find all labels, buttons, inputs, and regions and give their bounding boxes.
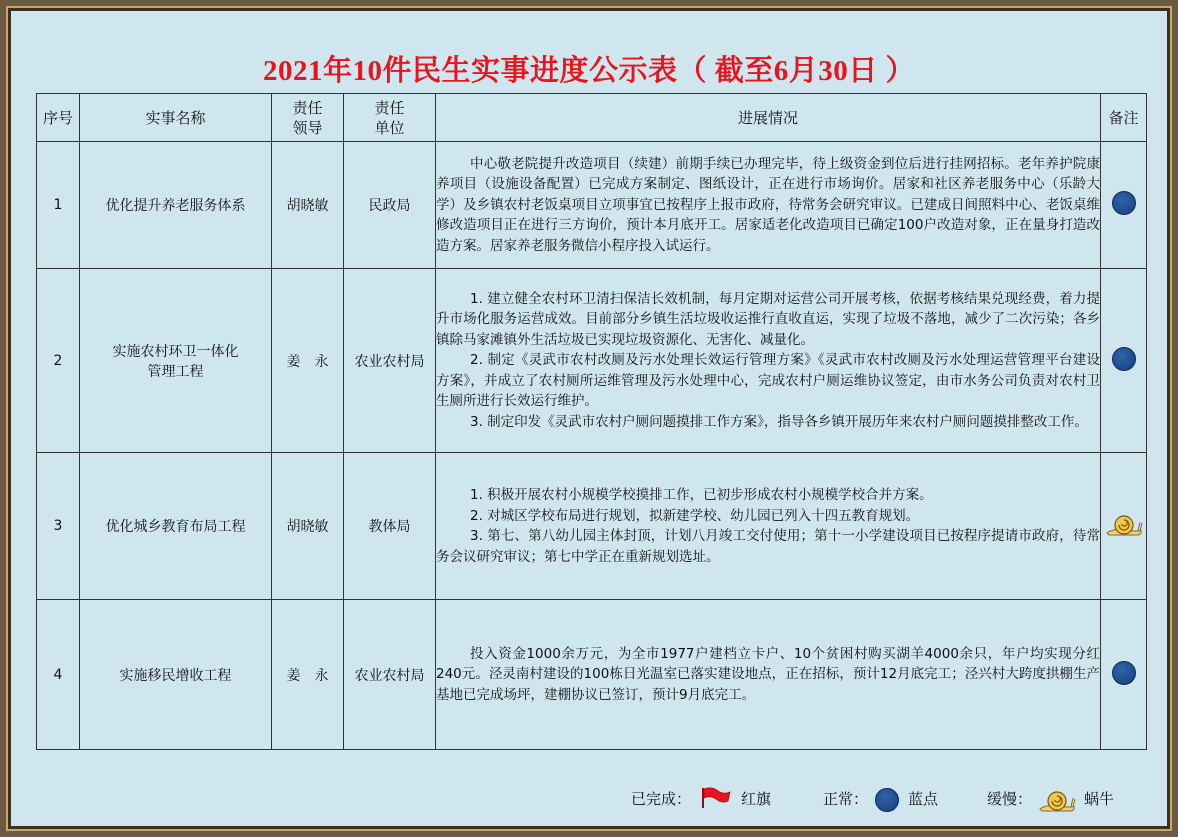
red-flag-icon [700, 786, 732, 810]
row-no: 4 [37, 600, 80, 750]
legend-normal-text: 蓝点 [908, 790, 939, 808]
row-progress [436, 453, 1101, 600]
snail-icon [1037, 787, 1077, 813]
row-progress [436, 600, 1101, 750]
blue-dot-icon [1112, 661, 1136, 685]
header-unit: 责任 单位 [344, 94, 436, 142]
progress-text: 中心敬老院提升改造项目（续建）前期手续已办理完毕，待上级资金到位后进行挂网招标。老年养护院康养项目（设施设备配置）已完成方案制定、图纸设计，正在进行市场询价。居家和社区养老服务中心（乐龄大学）及乡镇农村老饭桌项目立项事宜已按程序上报市政府，待常务会研究审议。已建成日间照料中心、老饭桌维修改造项目正在进行三方询价，预计本月底开工。居家适老化改造项目已确定100户改造对象，正在量身打造改造方案。居家养老服务微信小程序投入试运行。 [436, 155, 1100, 254]
progress-item: 2. 对城区学校布局进行规划，拟新建学校、幼儿园已列入十四五教育规划。 [470, 507, 920, 524]
row-name: 优化城乡教育布局工程 [80, 453, 272, 600]
header-progress: 进展情况 [436, 94, 1101, 142]
row-status [1101, 142, 1147, 269]
header-no: 序号 [37, 94, 80, 142]
table-header-row [37, 94, 1147, 142]
progress-item: 1. 积极开展农村小规模学校摸排工作，已初步形成农村小规模学校合并方案。 [470, 487, 933, 503]
legend-done-label: 已完成： [631, 790, 692, 808]
progress-text: 投入资金1000余万元，为全市1977户建档立卡户、10个贫困村购买湖羊4000余只，年户均实现分红240元。泾灵南村建设的100栋日光温室已落实建设地点，正在招标，预计12月底完工；泾兴村大跨度拱棚生产基地已完成场坪，建棚协议已签订，预计9月底完工。 [436, 645, 1100, 703]
table-row [37, 269, 1147, 453]
legend-slow-text: 蜗牛 [1084, 790, 1115, 808]
row-leader: 姜 永 [272, 269, 344, 453]
progress-item: 2. 制定《灵武市农村改厕及污水处理长效运行管理方案》《灵武市农村改厕及污水处理运营管理平台建设方案》，并成立了农村厕所运维管理及污水处理中心，完成农村户厕运维协议签定，由市水务公司负责对农村卫生厕所进行长效运行维护。 [436, 352, 1100, 410]
snail-icon [1105, 511, 1143, 537]
row-status [1101, 453, 1147, 600]
legend-slow-label: 缓慢： [987, 790, 1033, 808]
row-leader: 姜 永 [272, 600, 344, 750]
blue-dot-icon [1112, 191, 1136, 215]
legend-done [631, 788, 691, 809]
header-remark: 备注 [1101, 94, 1147, 142]
row-no: 2 [37, 269, 80, 453]
blue-dot-icon [1112, 347, 1136, 371]
blue-dot-icon [875, 788, 899, 812]
row-name: 实施农村环卫一体化 管理工程 [80, 269, 272, 453]
header-name: 实事名称 [80, 94, 272, 142]
row-unit: 农业农村局 [344, 269, 436, 453]
table-row [37, 600, 1147, 750]
legend-done-text: 红旗 [741, 790, 772, 808]
progress-item: 1. 建立健全农村环卫清扫保洁长效机制，每月定期对运营公司开展考核，依据考核结果兑现经费，着力提升市场化服务运营成效。目前部分乡镇生活垃圾收运推行直收直运，实现了垃圾不落地，减少了二次污染；各乡镇除马家滩镇外生活垃圾已实现垃圾资源化、无害化、减量化。 [436, 290, 1100, 348]
row-unit: 教体局 [344, 453, 436, 600]
progress-item: 3. 第七、第八幼儿园主体封顶，计划八月竣工交付使用；第十一小学建设项目已按程序提请市政府，待常务会议研究审议；第七中学正在重新规划选址。 [436, 528, 1100, 565]
progress-table [36, 93, 1147, 750]
row-status [1101, 600, 1147, 750]
row-status [1101, 269, 1147, 453]
legend-normal-label: 正常： [823, 790, 869, 808]
row-unit: 民政局 [344, 142, 436, 269]
row-progress [436, 142, 1101, 269]
row-name: 实施移民增收工程 [80, 600, 272, 750]
table-row [37, 142, 1147, 269]
row-no: 3 [37, 453, 80, 600]
row-no: 1 [37, 142, 80, 269]
table-row [37, 453, 1147, 600]
row-name: 优化提升养老服务体系 [80, 142, 272, 269]
header-leader: 责任 领导 [272, 94, 344, 142]
progress-item: 3. 制定印发《灵武市农村户厕问题摸排工作方案》，指导各乡镇开展历年来农村户厕问题摸排整改工作。 [470, 413, 1088, 430]
row-progress [436, 269, 1101, 453]
row-unit: 农业农村局 [344, 600, 436, 750]
page-title: 2021年10件民生实事进度公示表（ 截至6月30日 ） [262, 55, 915, 87]
row-leader: 胡晓敏 [272, 453, 344, 600]
row-leader: 胡晓敏 [272, 142, 344, 269]
